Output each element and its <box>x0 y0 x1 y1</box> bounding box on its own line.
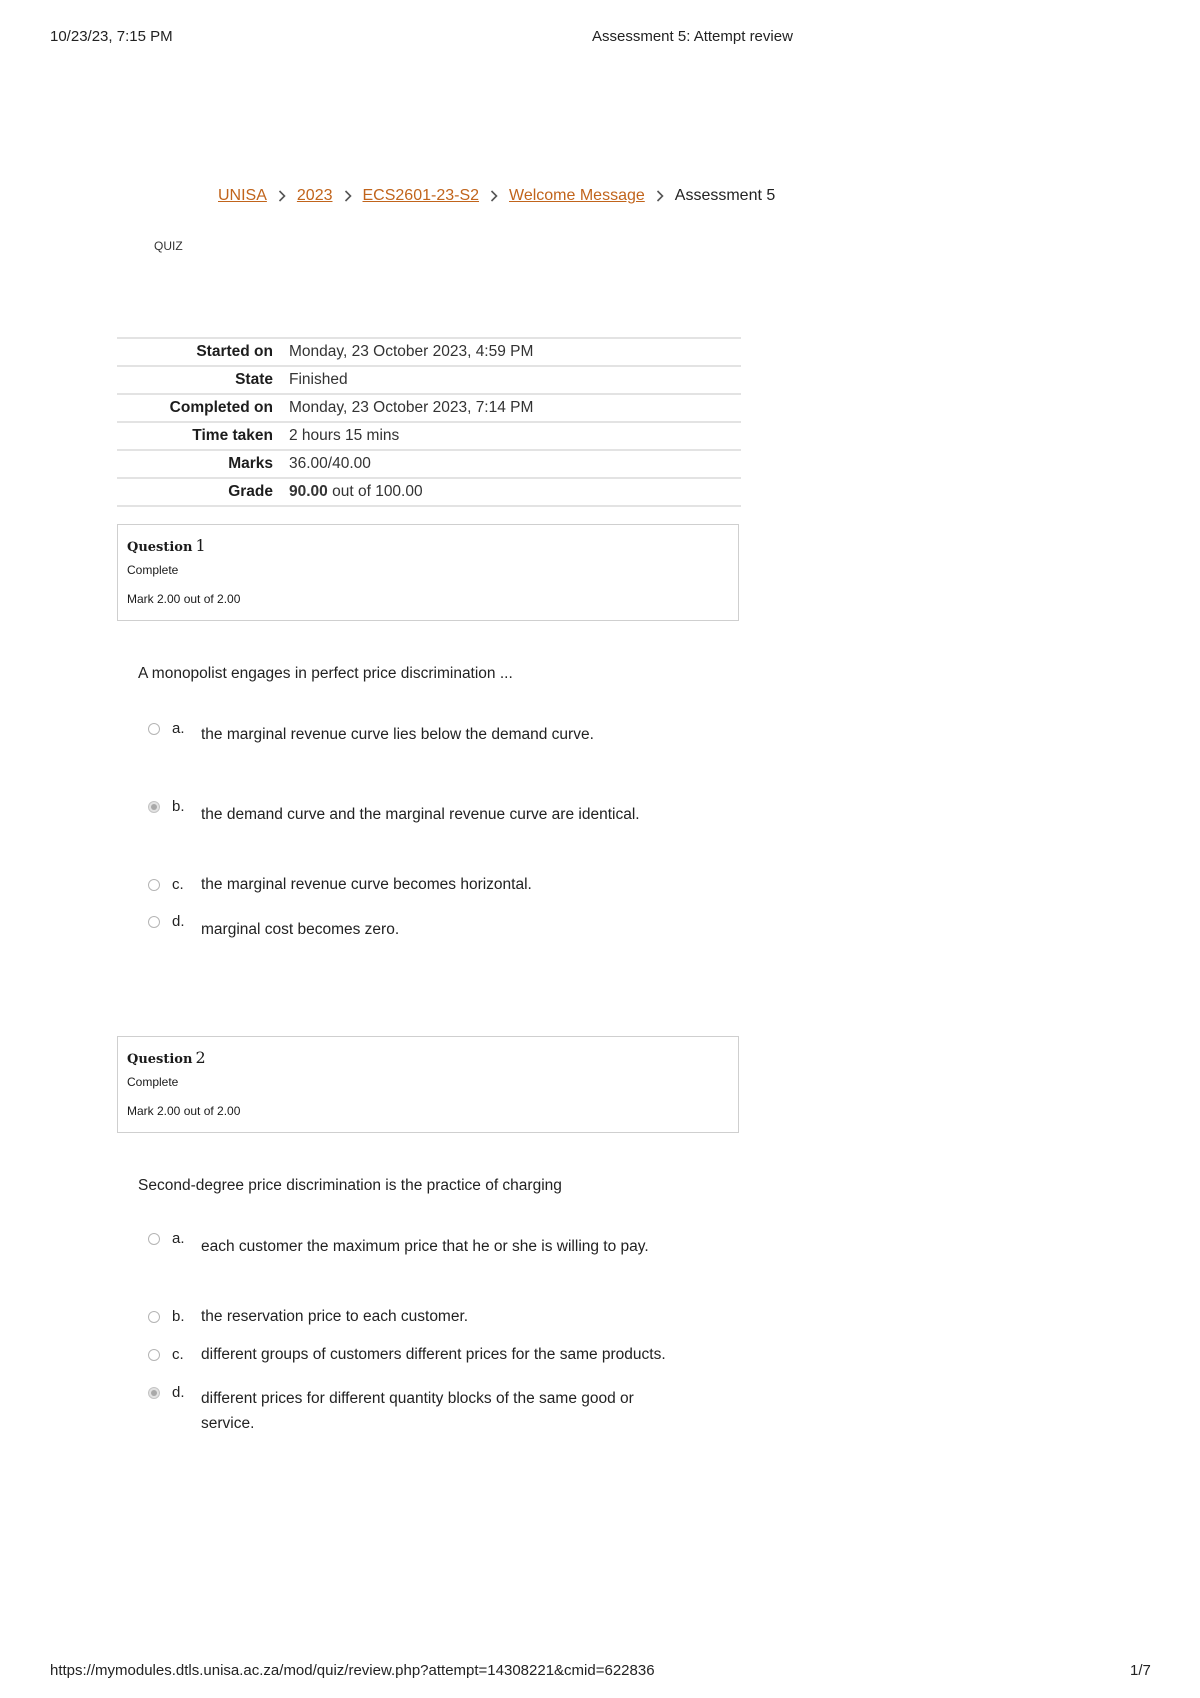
grade-suffix: out of 100.00 <box>332 483 423 500</box>
question-text-2: Second-degree price discrimination is the practice of charging <box>138 1177 562 1194</box>
option-text: different prices for different quantity blocks of the same good or service. <box>201 1390 634 1432</box>
question-num: 2 <box>195 1048 206 1067</box>
chevron-right-icon <box>344 190 352 202</box>
option-text: marginal cost becomes zero. <box>201 921 400 938</box>
question-number <box>127 536 206 555</box>
radio-button[interactable] <box>148 723 160 735</box>
summary-value: 2 hours 15 mins <box>289 422 741 450</box>
question-info-2 <box>117 1036 739 1133</box>
summary-label: Started on <box>117 338 289 366</box>
option-letter: a. <box>172 720 185 737</box>
radio-button[interactable] <box>148 916 160 928</box>
summary-label: Marks <box>117 450 289 478</box>
option-letter: a. <box>172 1230 185 1247</box>
summary-row-grade <box>117 478 741 506</box>
summary-row-completed <box>117 394 741 422</box>
option-text: different groups of customers different prices for the same products. <box>201 1346 666 1363</box>
summary-label: State <box>117 366 289 394</box>
option-text: the marginal revenue curve becomes horizontal. <box>201 876 532 893</box>
question-mark: Mark 2.00 out of 2.00 <box>127 1104 241 1118</box>
question-mark: Mark 2.00 out of 2.00 <box>127 592 241 606</box>
radio-button[interactable] <box>148 879 160 891</box>
question-state: Complete <box>127 563 179 577</box>
summary-value: 36.00/40.00 <box>289 450 741 478</box>
question-state: Complete <box>127 1075 179 1089</box>
question-label: Question <box>127 1052 193 1067</box>
breadcrumb-link-unisa[interactable]: UNISA <box>218 187 267 204</box>
print-page-number: 1/7 <box>1130 1662 1151 1679</box>
summary-row-started <box>117 338 741 366</box>
chevron-right-icon <box>490 190 498 202</box>
option-text: the reservation price to each customer. <box>201 1308 469 1325</box>
question-label: Question <box>127 540 193 555</box>
summary-value: Monday, 23 October 2023, 4:59 PM <box>289 338 741 366</box>
breadcrumb <box>218 187 775 205</box>
activity-type-label: QUIZ <box>154 239 183 253</box>
print-url: https://mymodules.dtls.unisa.ac.za/mod/quiz/review.php?attempt=14308221&cmid=622836 <box>50 1662 655 1679</box>
radio-button[interactable] <box>148 1233 160 1245</box>
breadcrumb-link-2023[interactable]: 2023 <box>296 187 333 204</box>
print-page-title: Assessment 5: Attempt review <box>592 28 793 45</box>
option-text: each customer the maximum price that he or she is willing to pay. <box>201 1238 649 1255</box>
question-info-1 <box>117 524 739 621</box>
option-text: the demand curve and the marginal revenue curve are identical. <box>201 806 640 823</box>
breadcrumb-current: Assessment 5 <box>674 187 776 204</box>
radio-button[interactable] <box>148 1311 160 1323</box>
summary-label: Completed on <box>117 394 289 422</box>
summary-row-state <box>117 366 741 394</box>
summary-row-marks <box>117 450 741 478</box>
summary-label: Grade <box>117 478 289 506</box>
summary-value: Monday, 23 October 2023, 7:14 PM <box>289 394 741 422</box>
radio-button-selected[interactable] <box>148 1387 160 1399</box>
option-text: the marginal revenue curve lies below the demand curve. <box>201 726 594 743</box>
option-letter: d. <box>172 1384 185 1401</box>
print-date: 10/23/23, 7:15 PM <box>50 28 173 45</box>
summary-row-time-taken <box>117 422 741 450</box>
option-letter: d. <box>172 913 185 930</box>
question-text-1: A monopolist engages in perfect price discrimination ... <box>138 665 513 682</box>
summary-value <box>289 478 741 506</box>
breadcrumb-link-course[interactable]: ECS2601-23-S2 <box>362 187 480 204</box>
attempt-summary-table <box>117 337 741 507</box>
summary-value: Finished <box>289 366 741 394</box>
option-letter: c. <box>172 1346 184 1363</box>
question-number <box>127 1048 206 1067</box>
chevron-right-icon <box>278 190 286 202</box>
option-letter: b. <box>172 1308 185 1325</box>
radio-button[interactable] <box>148 1349 160 1361</box>
option-letter: c. <box>172 876 184 893</box>
option-letter: b. <box>172 798 185 815</box>
summary-label: Time taken <box>117 422 289 450</box>
radio-button-selected[interactable] <box>148 801 160 813</box>
question-num: 1 <box>195 536 206 555</box>
grade-value: 90.00 <box>289 483 328 500</box>
chevron-right-icon <box>656 190 664 202</box>
breadcrumb-link-welcome[interactable]: Welcome Message <box>509 187 645 204</box>
